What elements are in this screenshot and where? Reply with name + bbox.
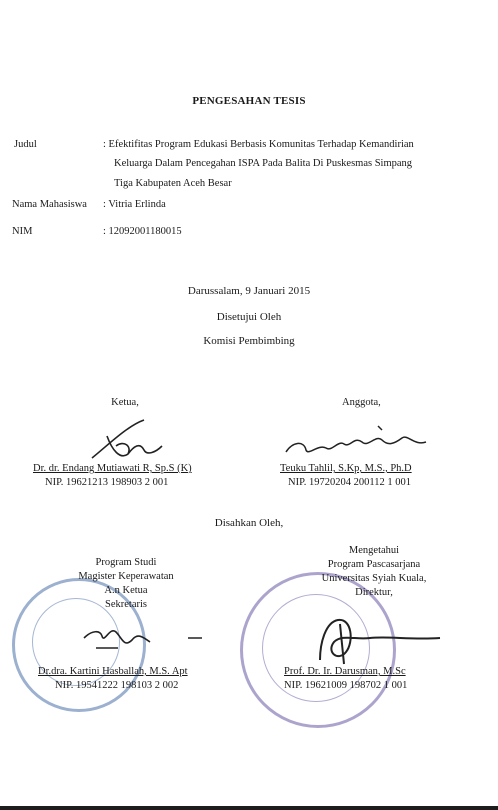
nim-value: : 12092001180015 bbox=[103, 226, 182, 237]
nama-value: : Vitria Erlinda bbox=[103, 199, 166, 210]
prodi-nip: NIP. 19541222 198103 2 002 bbox=[55, 680, 179, 691]
judul-line-3: Tiga Kabupaten Aceh Besar bbox=[114, 178, 232, 189]
pasca-line-4: Direktur, bbox=[355, 587, 393, 598]
pasca-line-1: Mengetahui bbox=[348, 545, 400, 556]
nim-label: NIM bbox=[12, 226, 33, 237]
pasca-line-2: Program Pascasarjana bbox=[327, 559, 421, 570]
ketua-role: Ketua, bbox=[111, 397, 139, 408]
page-title: PENGESAHAN TESIS bbox=[192, 95, 306, 107]
pasca-name: Prof. Dr. Ir. Darusman, M.Sc bbox=[284, 666, 406, 677]
judul-line-2: Keluarga Dalam Pencegahan ISPA Pada Balita Di Puskesmas Simpang bbox=[114, 158, 413, 169]
pasca-nip: NIP. 19621009 198702 1 001 bbox=[284, 680, 408, 691]
ratified-by: Disahkan Oleh, bbox=[214, 517, 284, 529]
ketua-name: Dr. dr. Endang Mutiawati R, Sp.S (K) bbox=[33, 463, 192, 474]
committee-label: Komisi Pembimbing bbox=[203, 335, 295, 347]
pasca-signature bbox=[290, 612, 450, 668]
nama-label: Nama Mahasiswa bbox=[12, 199, 87, 210]
prodi-line-2: Magister Keperawatan bbox=[78, 571, 174, 582]
place-date: Darussalam, 9 Januari 2015 bbox=[187, 285, 311, 297]
judul-line-1: : Efektifitas Program Edukasi Berbasis Komunitas Terhadap Kemandirian bbox=[103, 139, 414, 150]
ketua-nip: NIP. 19621213 198903 2 001 bbox=[45, 477, 169, 488]
pasca-line-3: Universitas Syiah Kuala, bbox=[321, 573, 427, 584]
anggota-nip: NIP. 19720204 200112 1 001 bbox=[288, 477, 411, 488]
judul-label: Judul bbox=[14, 139, 37, 150]
prodi-line-4: Sekretaris bbox=[105, 599, 147, 610]
anggota-signature bbox=[282, 418, 432, 462]
approved-by: Disetujui Oleh bbox=[216, 311, 282, 323]
anggota-role: Anggota, bbox=[342, 397, 381, 408]
scan-edge bbox=[0, 806, 498, 810]
prodi-line-3: A.n Ketua bbox=[104, 585, 148, 596]
prodi-name: Dr.dra. Kartini Hasballah, M.S. Apt bbox=[38, 666, 188, 677]
prodi-signature bbox=[78, 618, 208, 654]
prodi-line-1: Program Studi bbox=[95, 557, 157, 568]
ketua-signature bbox=[72, 416, 182, 464]
anggota-name: Teuku Tahlil, S.Kp, M.S., Ph.D bbox=[280, 463, 412, 474]
